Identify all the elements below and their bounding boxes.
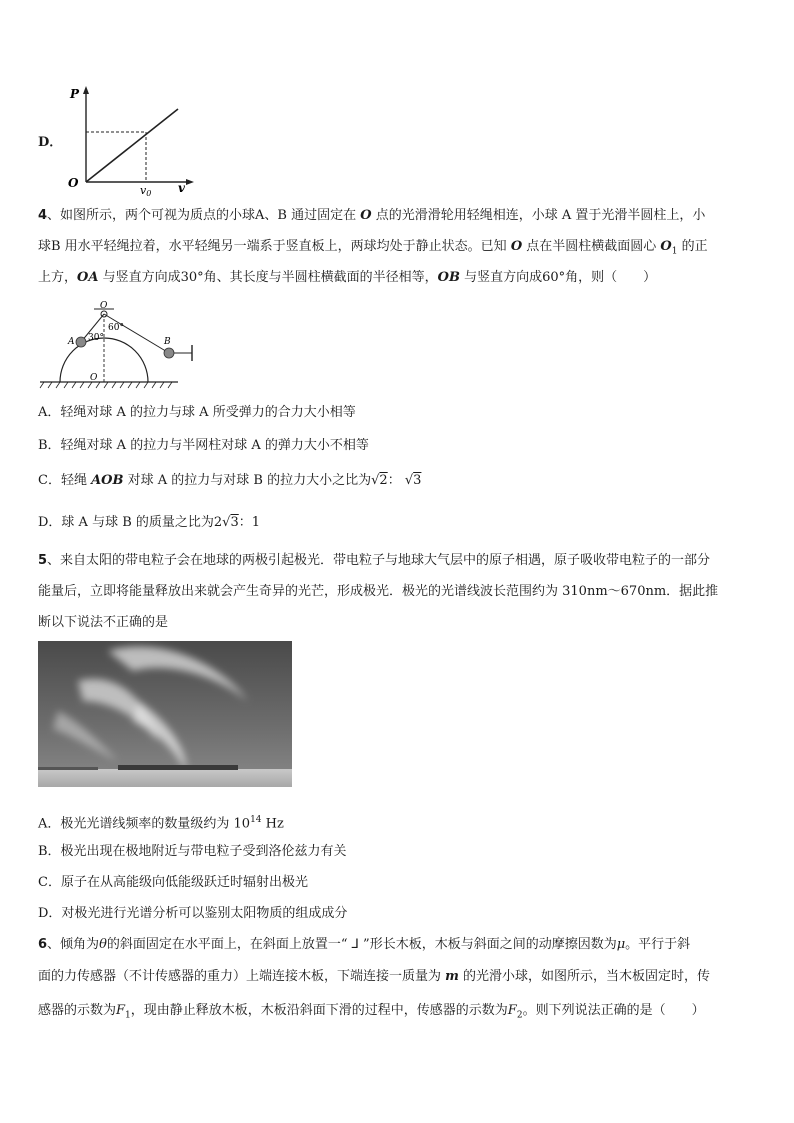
ground-hatch bbox=[40, 382, 172, 388]
q4-option-d: D．球 A 与球 B 的质量之比为2√3：1 bbox=[38, 515, 261, 530]
q5-line-1: 5、来自太阳的带电粒子会在地球的两极引起极光．带电粒子与地球大气层中的原子相遇，原子吸收带电粒子的一部分 bbox=[38, 553, 711, 568]
label-b: B bbox=[164, 337, 171, 347]
ball-a bbox=[76, 337, 86, 347]
x-axis-label: v bbox=[178, 181, 185, 195]
q4-line-3: 上方，OA 与竖直方向成30°角、其长度与半圆柱横截面的半径相等，OB 与竖直方向成60°角，则（ ） bbox=[38, 270, 657, 285]
y-axis-label: P bbox=[70, 87, 80, 101]
q4-line-2: 球B 用水平轻绳拉着，水平轻绳另一端系于竖直板上，两球均处于静止状态。已知 O 点在半圆柱横截面圆心 $O_1$ 的正 bbox=[38, 239, 708, 257]
label-o-top: O bbox=[100, 301, 108, 311]
label-30: 30° bbox=[88, 333, 104, 343]
q5-option-a: A．极光光谱线频率的数量级约为 $10^{14}$ Hz bbox=[38, 815, 284, 832]
q4-line-1: 4、如图所示，两个可视为质点的小球A、B 通过固定在 O 点的光滑滑轮用轻绳相连，小球 A 置于光滑半圆柱上，小 bbox=[38, 208, 706, 223]
horizon-trees bbox=[118, 765, 238, 770]
rope-ob bbox=[104, 314, 169, 353]
label-o-center: O bbox=[90, 373, 98, 383]
q5-option-b: B．极光出现在极地附近与带电粒子受到洛伦兹力有关 bbox=[38, 844, 347, 859]
x-axis-arrow bbox=[186, 179, 194, 185]
q5-line-2: 能量后，立即将能量释放出来就会产生奇异的光芒，形成极光．极光的光谱线波长范围约为 310nm～670nm．据此推 bbox=[38, 584, 719, 599]
q3-option-d-label: D． bbox=[38, 135, 63, 150]
origin-label: O bbox=[68, 176, 79, 190]
q4-option-c: C．轻绳 AOB 对球 A 的拉力与对球 B 的拉力大小之比为√2： √3 bbox=[38, 473, 422, 488]
q6-line-2: 面的力传感器（不计传感器的重力）上端连接木板，下端连接一质量为 m 的光滑小球，如图所示，当木板固定时，传 bbox=[38, 969, 711, 984]
q6-line-1: 6、倾角为θ的斜面固定在水平面上，在斜面上放置一“ ⅃ ”形长木板，木板与斜面之间的动摩擦因数为μ。平行于斜 bbox=[38, 937, 691, 952]
q4-option-b: B．轻绳对球 A 的拉力与半网柱对球 A 的弹力大小不相等 bbox=[38, 438, 369, 453]
q3-p-v-graph bbox=[60, 84, 200, 196]
q6-line-3: 感器的示数为$F_1$，现由静止释放木板，木板沿斜面下滑的过程中，传感器的示数为$F_2$。则下列说法正确的是（ ） bbox=[38, 1003, 705, 1021]
q5-line-3: 断以下说法不正确的是 bbox=[38, 615, 169, 630]
q4-number: 4 bbox=[38, 208, 48, 223]
q5-option-c: C．原子在从高能级向低能级跃迁时辐射出极光 bbox=[38, 875, 308, 890]
aurora-photo bbox=[38, 641, 292, 787]
q4-option-a: A．轻绳对球 A 的拉力与球 A 所受弹力的合力大小相等 bbox=[38, 405, 356, 420]
q5-option-d: D．对极光进行光谱分析可以鉴别太阳物质的组成成分 bbox=[38, 906, 348, 921]
ball-b bbox=[164, 348, 174, 358]
v0-label: v0 bbox=[140, 184, 152, 196]
q4-figure bbox=[38, 300, 208, 392]
q6-number: 6 bbox=[38, 937, 48, 952]
label-a: A bbox=[68, 337, 75, 347]
p-v-line bbox=[86, 109, 178, 182]
q5-number: 5 bbox=[38, 553, 48, 568]
snow-ground bbox=[38, 769, 292, 787]
label-60: 60° bbox=[108, 323, 124, 333]
y-axis-arrow bbox=[83, 86, 89, 94]
